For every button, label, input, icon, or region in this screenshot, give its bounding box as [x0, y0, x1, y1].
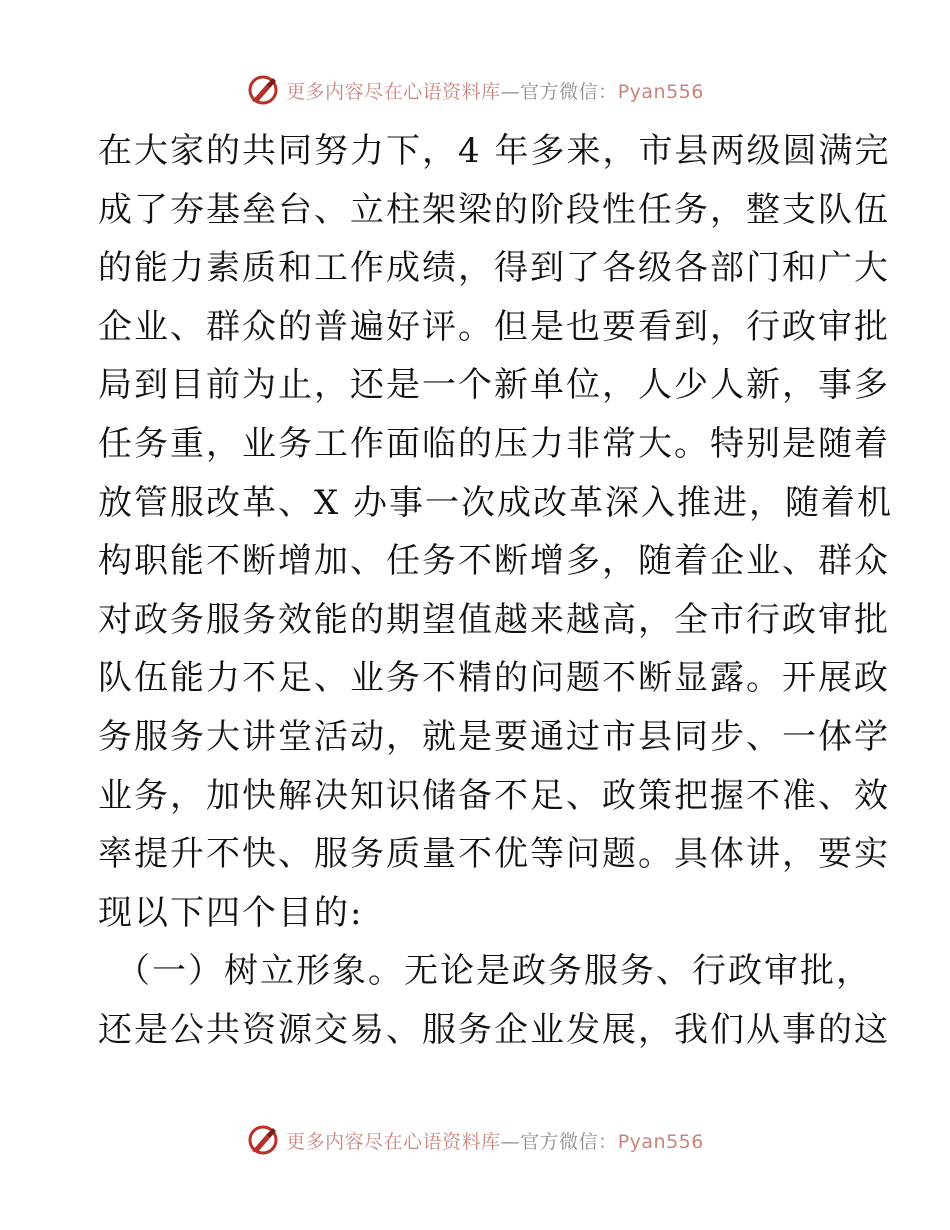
- text-line: 对政务服务效能的期望值越来越高，全市行政审批: [98, 599, 890, 640]
- text-line: 企业、群众的普遍好评。但是也要看到，行政审批: [98, 306, 890, 347]
- watermark-dash: —: [500, 80, 521, 103]
- watermark-label: 官方微信：: [520, 80, 618, 103]
- text-line: 在大家的共同努力下，4 年多来，市县两级圆满完: [98, 131, 891, 171]
- header-watermark: [0, 70, 950, 110]
- text-line: 构职能不断增加、任务不断增多，随着企业、群众: [98, 541, 890, 582]
- text-line: 成了夯基垒台、立柱架梁的阶段性任务，整支队伍: [98, 189, 890, 230]
- watermark-brand: 更多内容尽在心语资料库: [286, 1130, 501, 1153]
- text-line: 局到目前为止，还是一个新单位，人少人新，事多: [98, 365, 890, 406]
- document-body: [98, 122, 894, 1060]
- section-heading-line: （一）树立形象。无论是政务服务、行政审批，: [116, 951, 872, 992]
- pen-logo-icon: [246, 1123, 280, 1157]
- text-line: 率提升不快、服务质量不优等问题。具体讲，要实: [98, 834, 890, 875]
- text-line: 任务重，业务工作面临的压力非常大。特别是随着: [98, 423, 890, 464]
- text-line: 放管服改革、X 办事一次成改革深入推进，随着机: [98, 482, 894, 523]
- watermark-brand: 更多内容尽在心语资料库: [286, 80, 501, 103]
- watermark-text: [286, 1127, 704, 1154]
- text-line: 还是公共资源交易、服务企业发展，我们从事的这: [98, 1009, 890, 1050]
- watermark-id: Pyan556: [617, 80, 704, 103]
- text-line: 务服务大讲堂活动，就是要通过市县同步、一体学: [98, 716, 890, 757]
- watermark-id: Pyan556: [617, 1130, 704, 1153]
- text-line: 队伍能力不足、业务不精的问题不断显露。开展政: [98, 658, 890, 699]
- watermark-text: [286, 77, 704, 104]
- text-line: 业务，加快解决知识储备不足、政策把握不准、效: [98, 775, 890, 816]
- footer-watermark: [0, 1120, 950, 1160]
- watermark-dash: —: [500, 1130, 521, 1153]
- text-line: 的能力素质和工作成绩，得到了各级各部门和广大: [98, 248, 890, 289]
- pen-logo-icon: [246, 73, 280, 107]
- text-line: 现以下四个目的:: [98, 892, 364, 933]
- watermark-label: 官方微信：: [520, 1130, 618, 1153]
